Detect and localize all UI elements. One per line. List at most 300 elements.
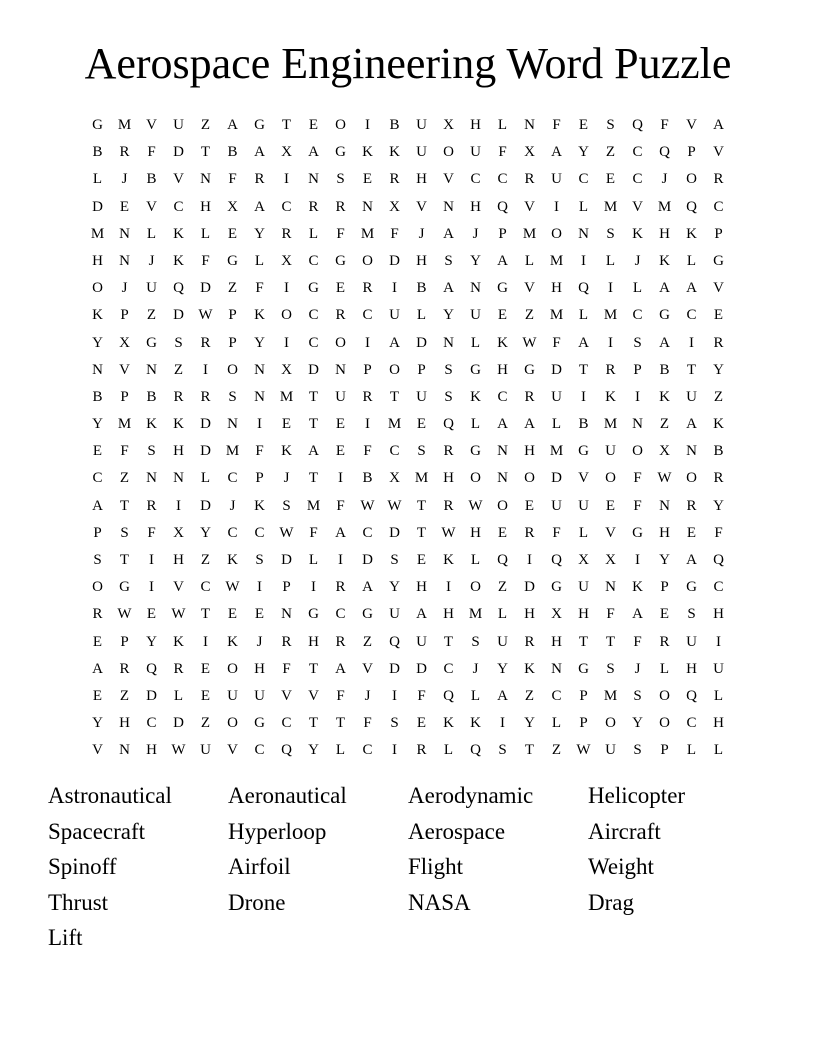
grid-letter[interactable]: Z (524, 687, 535, 704)
grid-letter[interactable]: P (93, 524, 102, 541)
grid-letter[interactable]: T (281, 117, 292, 133)
grid-letter[interactable]: G (227, 252, 238, 269)
grid-letter[interactable]: Y (389, 579, 400, 596)
grid-letter[interactable]: S (606, 117, 615, 133)
grid-letter[interactable]: B (146, 388, 157, 405)
grid-letter[interactable]: F (633, 633, 642, 650)
grid-letter[interactable]: Z (362, 633, 373, 650)
grid-letter[interactable]: V (92, 742, 103, 759)
grid-letter[interactable]: L (470, 334, 481, 351)
grid-letter[interactable]: L (578, 524, 589, 541)
grid-letter[interactable]: A (686, 552, 697, 568)
grid-letter[interactable]: L (713, 742, 724, 759)
grid-letter[interactable]: Y (308, 742, 319, 759)
grid-letter[interactable]: Z (200, 552, 211, 568)
grid-letter[interactable]: E (524, 497, 535, 514)
grid-letter[interactable]: F (633, 470, 642, 487)
grid-letter[interactable]: F (201, 252, 210, 269)
grid-letter[interactable]: Q (389, 633, 400, 650)
grid-letter[interactable]: H (416, 252, 427, 269)
grid-letter[interactable]: D (200, 416, 211, 433)
grid-letter[interactable]: S (336, 171, 345, 188)
grid-letter[interactable]: C (308, 334, 319, 351)
grid-letter[interactable]: J (121, 280, 128, 297)
grid-letter[interactable]: G (254, 715, 265, 732)
grid-letter[interactable]: P (120, 633, 129, 650)
grid-letter[interactable]: P (498, 225, 507, 242)
grid-letter[interactable]: G (308, 280, 319, 297)
grid-letter[interactable]: F (228, 171, 237, 188)
grid-letter[interactable]: R (362, 280, 373, 297)
grid-letter[interactable]: C (281, 715, 292, 732)
grid-letter[interactable]: P (228, 334, 237, 351)
grid-letter[interactable]: L (308, 552, 319, 568)
grid-letter[interactable]: P (687, 144, 696, 161)
grid-letter[interactable]: T (308, 715, 319, 732)
grid-letter[interactable]: A (92, 660, 103, 677)
grid-letter[interactable]: Z (146, 307, 157, 324)
grid-letter[interactable]: O (335, 334, 346, 351)
grid-letter[interactable]: H (443, 606, 454, 623)
grid-letter[interactable]: K (443, 715, 454, 732)
grid-letter[interactable]: V (146, 117, 157, 133)
grid-letter[interactable]: O (443, 144, 454, 161)
grid-letter[interactable]: H (416, 579, 427, 596)
grid-letter[interactable]: A (659, 280, 670, 297)
grid-letter[interactable]: F (552, 524, 561, 541)
grid-letter[interactable]: I (608, 334, 613, 351)
grid-letter[interactable]: R (335, 633, 346, 650)
grid-letter[interactable]: F (147, 144, 156, 161)
grid-letter[interactable]: E (281, 416, 292, 433)
grid-letter[interactable]: F (390, 225, 399, 242)
grid-letter[interactable]: Z (119, 470, 130, 487)
grid-letter[interactable]: T (578, 361, 589, 378)
grid-letter[interactable]: C (227, 470, 238, 487)
grid-letter[interactable]: R (713, 470, 724, 487)
grid-letter[interactable]: F (120, 443, 129, 460)
grid-letter[interactable]: N (119, 742, 130, 759)
grid-letter[interactable]: N (524, 117, 535, 133)
grid-letter[interactable]: B (146, 171, 157, 188)
grid-letter[interactable]: G (524, 361, 535, 378)
grid-letter[interactable]: K (659, 252, 670, 269)
grid-letter[interactable]: X (119, 334, 130, 351)
grid-letter[interactable]: I (257, 579, 262, 596)
grid-letter[interactable]: Z (551, 742, 562, 759)
grid-letter[interactable]: R (200, 388, 211, 405)
grid-letter[interactable]: C (443, 660, 454, 677)
grid-letter[interactable]: E (497, 307, 508, 324)
grid-letter[interactable]: U (578, 579, 589, 596)
grid-letter[interactable]: N (578, 225, 589, 242)
grid-letter[interactable]: D (389, 252, 400, 269)
grid-letter[interactable]: Q (281, 742, 292, 759)
grid-letter[interactable]: L (470, 416, 481, 433)
grid-letter[interactable]: T (443, 633, 454, 650)
grid-letter[interactable]: R (281, 633, 292, 650)
grid-letter[interactable]: D (551, 361, 562, 378)
grid-letter[interactable]: K (605, 388, 616, 405)
grid-letter[interactable]: I (284, 280, 289, 297)
grid-letter[interactable]: R (119, 660, 130, 677)
grid-letter[interactable]: H (524, 443, 535, 460)
grid-letter[interactable]: E (227, 225, 238, 242)
grid-letter[interactable]: F (336, 497, 345, 514)
grid-letter[interactable]: V (713, 280, 724, 297)
grid-letter[interactable]: O (227, 660, 238, 677)
grid-letter[interactable]: T (200, 606, 211, 623)
grid-letter[interactable]: E (416, 552, 427, 568)
grid-letter[interactable]: K (389, 144, 400, 161)
grid-letter[interactable]: H (470, 198, 481, 215)
grid-letter[interactable]: H (200, 198, 211, 215)
grid-letter[interactable]: C (254, 742, 265, 759)
grid-letter[interactable]: J (418, 225, 425, 242)
grid-letter[interactable]: E (605, 171, 616, 188)
grid-letter[interactable]: B (659, 361, 670, 378)
grid-letter[interactable]: A (578, 334, 589, 351)
grid-letter[interactable]: Q (497, 198, 508, 215)
grid-letter[interactable]: E (92, 687, 103, 704)
grid-letter[interactable]: X (659, 443, 670, 460)
grid-letter[interactable]: O (686, 171, 697, 188)
grid-letter[interactable]: D (308, 361, 319, 378)
grid-letter[interactable]: O (497, 497, 508, 514)
grid-letter[interactable]: G (578, 660, 589, 677)
grid-letter[interactable]: O (659, 687, 670, 704)
grid-letter[interactable]: C (470, 171, 481, 188)
grid-letter[interactable]: F (552, 334, 561, 351)
grid-letter[interactable]: C (497, 171, 508, 188)
grid-letter[interactable]: E (416, 416, 427, 433)
grid-letter[interactable]: Y (92, 334, 103, 351)
grid-letter[interactable]: H (578, 606, 589, 623)
grid-letter[interactable]: H (443, 470, 454, 487)
grid-letter[interactable]: J (472, 225, 479, 242)
grid-letter[interactable]: E (335, 443, 346, 460)
grid-letter[interactable]: F (660, 117, 669, 133)
grid-letter[interactable]: C (632, 144, 643, 161)
grid-letter[interactable]: M (279, 388, 294, 405)
grid-letter[interactable]: Q (443, 416, 454, 433)
grid-letter[interactable]: R (119, 144, 130, 161)
grid-letter[interactable]: I (365, 117, 370, 133)
grid-letter[interactable]: L (254, 252, 265, 269)
grid-letter[interactable]: A (659, 334, 670, 351)
grid-letter[interactable]: V (524, 280, 535, 297)
grid-letter[interactable]: X (173, 524, 184, 541)
grid-letter[interactable]: U (605, 742, 616, 759)
grid-letter[interactable]: L (470, 687, 481, 704)
grid-letter[interactable]: A (335, 660, 346, 677)
grid-letter[interactable]: I (203, 633, 208, 650)
grid-letter[interactable]: X (389, 470, 400, 487)
grid-letter[interactable]: I (500, 715, 505, 732)
grid-letter[interactable]: I (284, 334, 289, 351)
grid-letter[interactable]: E (659, 606, 670, 623)
grid-letter[interactable]: R (335, 579, 346, 596)
grid-letter[interactable]: S (255, 552, 264, 568)
grid-letter[interactable]: F (282, 660, 291, 677)
grid-letter[interactable]: Q (578, 280, 589, 297)
grid-letter[interactable]: F (363, 443, 372, 460)
grid-letter[interactable]: I (635, 388, 640, 405)
grid-letter[interactable]: M (549, 443, 564, 460)
grid-letter[interactable]: D (389, 660, 400, 677)
grid-letter[interactable]: K (173, 416, 184, 433)
grid-letter[interactable]: U (416, 633, 427, 650)
grid-letter[interactable]: K (362, 144, 373, 161)
grid-letter[interactable]: T (605, 633, 616, 650)
grid-letter[interactable]: A (389, 334, 400, 351)
grid-letter[interactable]: X (605, 552, 616, 568)
grid-letter[interactable]: G (713, 252, 724, 269)
grid-letter[interactable]: B (92, 388, 103, 405)
grid-letter[interactable]: E (119, 198, 130, 215)
grid-letter[interactable]: D (416, 660, 427, 677)
grid-letter[interactable]: N (146, 470, 157, 487)
grid-letter[interactable]: S (390, 715, 399, 732)
grid-letter[interactable]: C (632, 171, 643, 188)
grid-letter[interactable]: R (605, 361, 616, 378)
grid-letter[interactable]: U (551, 171, 562, 188)
grid-letter[interactable]: G (362, 606, 373, 623)
grid-letter[interactable]: V (227, 742, 238, 759)
grid-letter[interactable]: I (284, 171, 289, 188)
grid-letter[interactable]: M (549, 252, 564, 269)
grid-letter[interactable]: A (686, 416, 697, 433)
grid-letter[interactable]: N (92, 361, 103, 378)
grid-letter[interactable]: O (227, 715, 238, 732)
grid-letter[interactable]: O (605, 715, 616, 732)
grid-letter[interactable]: T (308, 660, 319, 677)
grid-letter[interactable]: W (279, 524, 294, 541)
grid-letter[interactable]: G (470, 361, 481, 378)
grid-letter[interactable]: P (282, 579, 291, 596)
grid-letter[interactable]: K (632, 579, 643, 596)
grid-letter[interactable]: R (92, 606, 103, 623)
grid-letter[interactable]: N (119, 252, 130, 269)
grid-letter[interactable]: C (362, 524, 373, 541)
grid-letter[interactable]: W (441, 524, 456, 541)
grid-letter[interactable]: W (360, 497, 375, 514)
grid-letter[interactable]: S (471, 633, 480, 650)
grid-letter[interactable]: S (282, 497, 291, 514)
grid-letter[interactable]: O (551, 225, 562, 242)
grid-letter[interactable]: L (632, 280, 643, 297)
grid-letter[interactable]: Q (551, 552, 562, 568)
grid-letter[interactable]: H (470, 524, 481, 541)
grid-letter[interactable]: A (362, 579, 373, 596)
grid-letter[interactable]: R (713, 334, 724, 351)
grid-letter[interactable]: W (171, 742, 186, 759)
grid-letter[interactable]: T (335, 715, 346, 732)
grid-letter[interactable]: D (416, 334, 427, 351)
grid-letter[interactable]: A (686, 280, 697, 297)
grid-letter[interactable]: X (389, 198, 400, 215)
grid-letter[interactable]: K (92, 307, 103, 324)
grid-letter[interactable]: Y (92, 416, 103, 433)
grid-letter[interactable]: V (632, 198, 643, 215)
grid-letter[interactable]: A (524, 416, 535, 433)
grid-letter[interactable]: S (444, 388, 453, 405)
grid-letter[interactable]: S (444, 252, 453, 269)
grid-letter[interactable]: N (200, 171, 211, 188)
grid-letter[interactable]: V (308, 687, 319, 704)
grid-letter[interactable]: L (605, 252, 616, 269)
grid-letter[interactable]: E (254, 606, 265, 623)
grid-letter[interactable]: E (578, 117, 589, 133)
grid-letter[interactable]: L (551, 416, 562, 433)
grid-letter[interactable]: L (470, 552, 481, 568)
grid-letter[interactable]: R (389, 171, 400, 188)
grid-letter[interactable]: T (524, 742, 535, 759)
grid-letter[interactable]: P (633, 361, 642, 378)
grid-letter[interactable]: U (551, 497, 562, 514)
grid-letter[interactable]: O (281, 307, 292, 324)
grid-letter[interactable]: H (173, 552, 184, 568)
grid-letter[interactable]: M (603, 307, 618, 324)
grid-letter[interactable]: U (254, 687, 265, 704)
grid-letter[interactable]: H (308, 633, 319, 650)
grid-letter[interactable]: T (119, 552, 130, 568)
grid-letter[interactable]: N (254, 388, 265, 405)
grid-letter[interactable]: H (416, 171, 427, 188)
grid-letter[interactable]: U (416, 144, 427, 161)
grid-letter[interactable]: N (146, 361, 157, 378)
grid-letter[interactable]: K (524, 660, 535, 677)
grid-letter[interactable]: M (549, 307, 564, 324)
grid-letter[interactable]: R (524, 633, 535, 650)
grid-letter[interactable]: K (659, 388, 670, 405)
grid-letter[interactable]: K (632, 225, 643, 242)
grid-letter[interactable]: T (200, 144, 211, 161)
grid-letter[interactable]: O (524, 470, 535, 487)
grid-letter[interactable]: B (92, 144, 103, 161)
grid-letter[interactable]: W (657, 470, 672, 487)
grid-letter[interactable]: U (173, 117, 184, 133)
grid-letter[interactable]: B (389, 117, 400, 133)
grid-letter[interactable]: I (635, 552, 640, 568)
grid-letter[interactable]: O (92, 280, 103, 297)
grid-letter[interactable]: A (497, 252, 508, 269)
grid-letter[interactable]: L (200, 225, 211, 242)
grid-letter[interactable]: K (686, 225, 697, 242)
grid-letter[interactable]: H (551, 633, 562, 650)
grid-letter[interactable]: Y (524, 715, 535, 732)
grid-letter[interactable]: Y (713, 361, 724, 378)
grid-letter[interactable]: Z (200, 117, 211, 133)
grid-letter[interactable]: Q (659, 144, 670, 161)
grid-letter[interactable]: J (121, 171, 128, 188)
grid-letter[interactable]: A (308, 443, 319, 460)
grid-letter[interactable]: B (713, 443, 724, 460)
grid-letter[interactable]: I (176, 497, 181, 514)
grid-letter[interactable]: G (578, 443, 589, 460)
grid-letter[interactable]: L (686, 252, 697, 269)
grid-letter[interactable]: S (417, 443, 426, 460)
grid-letter[interactable]: C (578, 171, 589, 188)
grid-letter[interactable]: A (497, 416, 508, 433)
grid-letter[interactable]: X (281, 252, 292, 269)
grid-letter[interactable]: Z (659, 416, 670, 433)
grid-letter[interactable]: S (120, 524, 129, 541)
grid-letter[interactable]: P (579, 715, 588, 732)
grid-letter[interactable]: J (229, 497, 236, 514)
grid-letter[interactable]: N (281, 606, 292, 623)
grid-letter[interactable]: O (632, 443, 643, 460)
grid-letter[interactable]: N (308, 171, 319, 188)
grid-letter[interactable]: R (146, 497, 157, 514)
grid-letter[interactable]: P (363, 361, 372, 378)
grid-letter[interactable]: J (472, 660, 479, 677)
grid-letter[interactable]: H (713, 715, 724, 732)
grid-letter[interactable]: J (661, 171, 668, 188)
grid-letter[interactable]: C (713, 198, 724, 215)
grid-letter[interactable]: M (387, 416, 402, 433)
grid-letter[interactable]: S (633, 742, 642, 759)
grid-letter[interactable]: H (119, 715, 130, 732)
grid-letter[interactable]: L (578, 307, 589, 324)
grid-letter[interactable]: D (146, 687, 157, 704)
grid-letter[interactable]: I (581, 388, 586, 405)
grid-letter[interactable]: O (92, 579, 103, 596)
grid-letter[interactable]: E (146, 606, 157, 623)
grid-letter[interactable]: Q (686, 198, 697, 215)
grid-letter[interactable]: J (256, 633, 263, 650)
grid-letter[interactable]: X (281, 361, 292, 378)
grid-letter[interactable]: U (686, 388, 697, 405)
grid-letter[interactable]: A (308, 144, 319, 161)
grid-letter[interactable]: C (362, 742, 373, 759)
grid-letter[interactable]: L (416, 307, 427, 324)
grid-letter[interactable]: W (576, 742, 591, 759)
grid-letter[interactable]: H (173, 443, 184, 460)
grid-letter[interactable]: S (174, 334, 183, 351)
grid-letter[interactable]: E (92, 443, 103, 460)
grid-letter[interactable]: V (119, 361, 130, 378)
grid-letter[interactable]: A (335, 524, 346, 541)
grid-letter[interactable]: C (389, 443, 400, 460)
grid-letter[interactable]: I (608, 280, 613, 297)
grid-letter[interactable]: V (443, 171, 454, 188)
grid-letter[interactable]: P (120, 388, 129, 405)
grid-letter[interactable]: F (363, 715, 372, 732)
grid-letter[interactable]: P (120, 307, 129, 324)
grid-letter[interactable]: U (416, 388, 427, 405)
grid-letter[interactable]: D (389, 524, 400, 541)
grid-letter[interactable]: X (578, 552, 589, 568)
grid-letter[interactable]: E (200, 660, 211, 677)
grid-letter[interactable]: A (713, 117, 724, 133)
grid-letter[interactable]: R (659, 633, 670, 650)
grid-letter[interactable]: R (416, 742, 427, 759)
grid-letter[interactable]: O (686, 470, 697, 487)
grid-letter[interactable]: Z (713, 388, 724, 405)
grid-letter[interactable]: N (686, 443, 697, 460)
grid-letter[interactable]: F (498, 144, 507, 161)
grid-letter[interactable]: R (173, 660, 184, 677)
grid-letter[interactable]: T (416, 497, 427, 514)
grid-letter[interactable]: I (554, 198, 559, 215)
grid-letter[interactable]: L (524, 252, 535, 269)
grid-letter[interactable]: R (524, 171, 535, 188)
grid-letter[interactable]: L (146, 225, 157, 242)
grid-letter[interactable]: Z (497, 579, 508, 596)
grid-letter[interactable]: U (605, 443, 616, 460)
grid-letter[interactable]: C (497, 388, 508, 405)
